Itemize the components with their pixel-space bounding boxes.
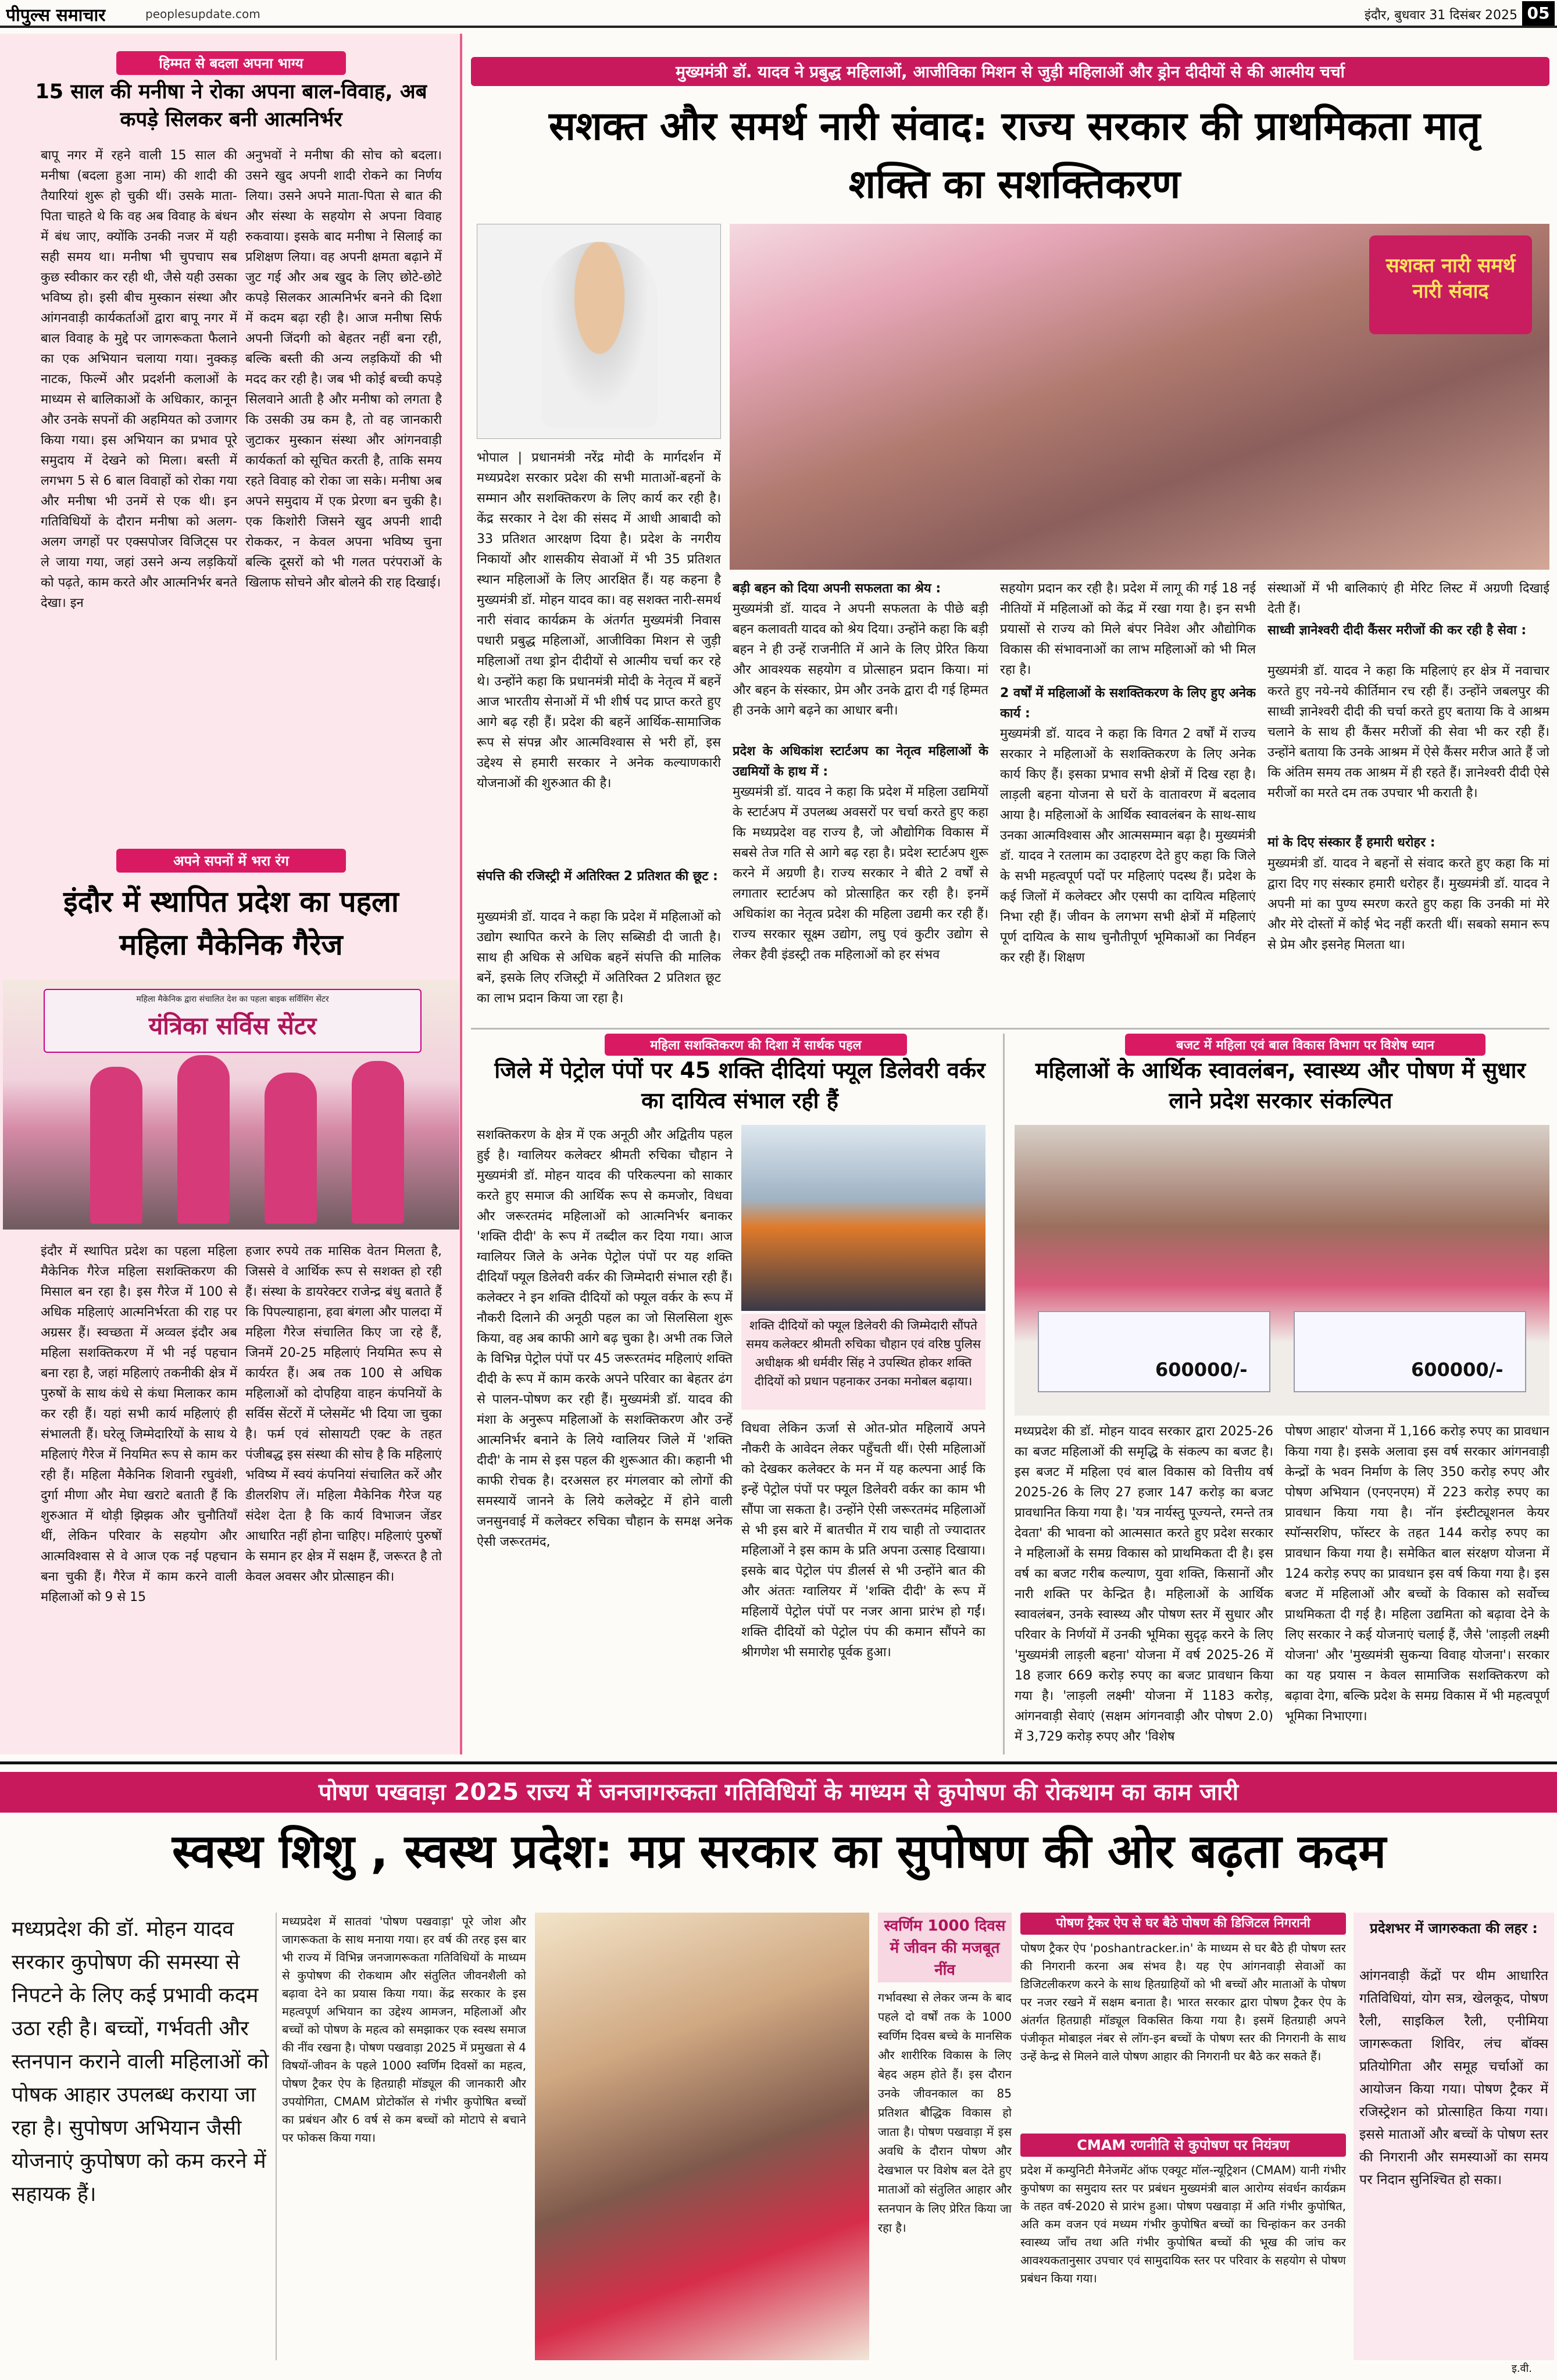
- side-box: [1354, 1913, 1554, 2360]
- lead-col1: भोपाल | प्रधानमंत्री नरेंद्र मोदी के मार्गदर्शन में मध्यप्रदेश सरकार प्रदेश की सभी माताओं-बहनों के सम्मान और सशक्तिकरण के लिए कार्य कर रही है। केंद्र सरकार ने देश की संसद में आधी आबादी को 33 प्रतिशत आरक्षण दिया है। प्रदेश के नगरीय निकायों और शासकीय सेवाओं में भी 35 प्रतिशत स्थान महिलाओं के लिए आरक्षित हैं। यह कहना है मुख्यमंत्री डॉ. मोहन यादव का। वह सशक्त नारी-समर्थ नारी संवाद कार्यक्रम के अंतर्गत मुख्यमंत्री निवास पधारी प्रबुद्ध महिलाओं, आजीविका मिशन से जुड़ी महिलाओं तथा ड्रोन दीदीयों से आत्मीय चर्चा कर रहे थे। उन्होंने कहा कि प्रधानमंत्री मोदी के नेतृत्व में बहनें आज भारतीय सेनाओं में भी शीर्ष पद प्राप्त करते हुए आगे बढ़ रही हैं। प्रदेश की बहनें आर्थिक-सामाजिक रूप से संपन्न और आत्मविश्वास से भरी हों, इस उद्देश्य से हमारी सरकार ने अनेक कल्याणकारी योजनाओं की शुरुआत की है।: [477, 451, 721, 791]
- lead-headline: सशक्त और समर्थ नारी संवाद: राज्य सरकार की प्राथमिकता मातृ शक्ति का सशक्तिकरण: [548, 103, 1481, 208]
- mechanic-figure: [265, 1073, 317, 1224]
- poshan-section-border: [0, 1761, 1557, 1764]
- cmam-text: प्रदेश में कम्युनिटी मैनेजमेंट ऑफ एक्यूट मॉल-न्यूट्रिशन (CMAM) यानी गंभीर कुपोषण का समुदाय स्तर पर प्रबंधन मुख्यमंत्री बाल आरोग्य संवर्धन कार्यक्रम के तहत वर्ष-2020 से प्रारंभ हुआ। पोषण पखवाड़ा में अति गंभीर कुपोषित, अति कम वजन एवं मध्यम गंभीर कुपोषित बच्चों का चिन्हांकन कर उनकी स्वास्थ्य जाँच तथा अति गंभीर कुपोषित बच्चों की भूख की जांच कर आवश्यकतानुसार उपचार एवं सामुदायिक स्तर पर परिवार के सहयोग से पोषण प्रबंधन किया गया।: [1020, 2163, 1346, 2285]
- lead-col3: सहयोग प्रदान कर रही है। प्रदेश में लागू की गई 18 नई नीतियों में महिलाओं को केंद्र में रखा गया है। इन सभी प्रयासों से राज्य को मिले बंपर निवेश और औद्योगिक विकास की संभावनाओं का लाभ महिलाओं को भी मिल रहा है।: [1000, 581, 1256, 677]
- page-number: 05: [1522, 1, 1555, 26]
- story3-col1: सशक्तिकरण के क्षेत्र में एक अनूठी और अद्वितीय पहल हुई है। ग्वालियर कलेक्टर श्रीमती रुचिका चौहान ने मुख्यमंत्री डॉ. मोहन यादव की परिकल्पना को साकार करते हुए समाज की आर्थिक रूप से कमजोर, विधवा और जरूरतमंद महिलाओं को आत्मनिर्भर बनाकर 'शक्ति दीदी' के रूप में तब्दील कर दिया गया। आज ग्वालियर जिले के अनेक पेट्रोल पंपों पर यह शक्ति दीदियाँ फ्यूल डिलेवरी वर्कर की जिम्मेदारी संभाल रही हैं। कलेक्टर ने इन शक्ति दीदियों को फ्यूल वर्कर के रूप में नौकरी दिलाने की अनूठी पहल का जो सिलसिला शुरू किया, वह अब काफी आगे बढ़ चुका है। अभी तक जिले के विभिन्न पेट्रोल पंपों पर 45 जरूरतमंद महिलाएं शक्ति दीदी के रूप में काम करके अपने परिवार का बेहतर ढंग से पालन-पोषण कर रही हैं। मुख्यमंत्री डॉ. यादव की मंशा के अनुरूप महिलाओं के सशक्तिकरण और उन्हें आत्मनिर्भर बनाने के लिये ग्वालियर जिले में 'शक्ति दीदी' के नाम से इस पहल की शुरूआत की। कहानी भी काफी रोचक है। दरअसल हर मंगलवार को लोगों की समस्यायें जानने के लिये कलेक्ट्रेट में होने वाली जनसुनवाई में कलेक्टर रुचिका चौहान के समक्ष अनेक ऐसी जरूरतमंद,: [477, 1128, 733, 1549]
- lead-kicker: मुख्यमंत्री डॉ. यादव ने प्रबुद्ध महिलाओं, आजीविका मिशन से जुड़ी महिलाओं और ड्रोन दीदीयों से की आत्मीय चर्चा: [471, 57, 1549, 86]
- pm-portrait: [541, 242, 658, 428]
- garage-photo: [3, 980, 459, 1230]
- lead-col4-sub: साध्वी ज्ञानेश्वरी दीदी कैंसर मरीजों की कर रही है सेवा :: [1267, 623, 1527, 638]
- tracker-text: पोषण ट्रैकर ऐप 'poshantracker.in' के माध्यम से घर बैठे ही पोषण स्तर की निगरानी करना अब संभव है। यह ऐप आंगनवाड़ी सेवाओं का डिजिटलीकरण करने के साथ हितग्राहियों को भी बच्चों और माताओं के पोषण पर नजर रखने में सक्षम बनाता है। भारत सरकार द्वारा पोषण ट्रैकर ऐप के अंतर्गत हितग्राही मॉड्यूल विकसित किया गया है। इसमें हितग्राही अपने पंजीकृत मोबाइल नंबर से लॉग-इन बच्चों के पोषण स्तर की निगरानी के साथ उन्हें केन्द्र से मिलने वाले पोषण आहार की निगरानी घर बैठे कर सकते हैं।: [1020, 1941, 1346, 2063]
- signature: इ.वी.: [1512, 2363, 1532, 2375]
- event-photo: [730, 224, 1549, 570]
- story2-col2: हजार रुपये तक मासिक वेतन मिलता है, जिससे वे आर्थिक रूप से सशक्त हो रही हैं। संस्था के डायरेक्टर राजेन्द्र बंधु बताते हैं कि पिपल्याहाना, हवा बंगला और पालदा में महिला गैरेज संचालित किए जा रहे हैं, जिनमें 20-25 महिलाएं नियमित रूप से कार्यरत हैं। अब तक 100 से अधिक महिलाओं को दोपहिया वाहन कंपनियों के सर्विस सेंटरों में प्लेसमेंट भी दिया जा चुका है। फर्म एवं सोसायटी एक्ट के तहत पंजीबद्ध इस संस्था की सोच है कि महिलाएं भविष्य में स्वयं कंपनियां संचालित करें और डीलरशिप लें। महिला मैकेनिक गैरेज यह संदेश देता है कि कार्य विभाजन जेंडर आधारित नहीं होना चाहिए। महिलाएं पुरुषों के समान हर क्षेत्र में सक्षम हैं, जरूरत है तो केवल अवसर और प्रोत्साहन की।: [245, 1244, 442, 1584]
- lead-col1-sub: संपत्ति की रजिस्ट्री में अतिरिक्त 2 प्रतिशत की छूट :: [477, 869, 718, 884]
- garage-sign-title: यंत्रिका सर्विस सेंटर: [148, 1012, 317, 1040]
- masthead-website[interactable]: peoplesupdate.com: [145, 7, 260, 21]
- lead-col3-sub: 2 वर्षों में महिलाओं के सशक्तिकरण के लिए हुए अनेक कार्य :: [1000, 686, 1256, 721]
- story1-headline: 15 साल की मनीषा ने रोका अपना बाल-विवाह, अब कपड़े सिलकर बनी आत्मनिर्भर: [35, 80, 427, 131]
- masthead-logo: पीपुल्स समाचार: [6, 5, 106, 26]
- cmam-title: CMAM रणनीति से कुपोषण पर नियंत्रण: [1020, 2134, 1346, 2157]
- story4-col1: मध्यप्रदेश की डॉ. मोहन यादव सरकार द्वारा 2025-26 का बजट महिलाओं की समृद्धि के संकल्प का बजट है। इस बजट में महिला एवं बाल विकास को वित्तीय वर्ष 2025-26 के लिए 27 हजार 147 करोड़ का बजट प्रावधानित किया गया है। 'यत्र नार्यस्तु पूज्यन्ते, रमन्ते तत्र देवता' की भावना को आत्मसात करते हुए प्रदेश सरकार ने महिलाओं के समग्र विकास को प्राथमिकता दी है। इस वर्ष का बजट गरीब कल्याण, युवा शक्ति, किसानों और नारी शक्ति पर केन्द्रित है। महिलाओं के आर्थिक स्वावलंबन, उनके स्वास्थ्य और पोषण स्तर में सुधार और परिवार के निर्णयों में उनकी भूमिका सुदृढ़ करने के लिए 'मुख्यमंत्री लाड़ली बहना' योजना में वर्ष 2025-26 में 18 हजार 669 करोड़ रुपए का बजट प्रावधान किया गया है। 'लाड़ली लक्ष्मी' योजना में 1183 करोड़, आंगनवाड़ी सेवाएं (सक्षम आंगनवाड़ी और पोषण 2.0) में 3,729 करोड़ रुपए और 'विशेष: [1015, 1424, 1273, 1744]
- story4-headline: महिलाओं के आर्थिक स्वावलंबन, स्वास्थ्य और पोषण में सुधार लाने प्रदेश सरकार संकल्पित: [1035, 1057, 1526, 1113]
- story2-col1: इंदौर में स्थापित प्रदेश का पहला महिला मैकेनिक गैरेज महिला सशक्तिकरण की मिसाल बन रहा है। इस गैरेज में 100 से अधिक महिलाएं आत्मनिर्भरता की राह पर अग्रसर हैं। स्वच्छता में अव्वल इंदौर अब महिला सशक्तिकरण में भी नई पहचान बना रहा है, जहां महिलाएं तकनीकी क्षेत्र में पुरुषों के साथ कंधे से कंधा मिलाकर काम कर रही हैं। यहां सभी कार्य महिलाएं ही संभालती हैं। घरेलू जिम्मेदारियों के साथ ये महिलाएं गैरेज में नियमित रूप से काम कर रही हैं। महिला मैकेनिक शिवानी रघुवंशी, दुर्गा मीणा और मेघा खराटे बताती हैं कि शुरुआत में थोड़ी झिझक और चुनौतियाँ थीं, लेकिन परिवार के सहयोग और आत्मविश्वास से वे आज एक नई पहचान बना चुकी हैं। गैरेज में काम करने वाली महिलाओं को 9 से 15: [41, 1244, 237, 1604]
- story1-col2: अनुभवों ने मनीषा की सोच को बदला। उसने खुद अपनी शादी रोकने का निर्णय लिया। उसने अपने माता-पिता से बात की और संस्था के सहयोग से अपना विवाह रुकवाया। इसके बाद मनीषा ने सिलाई का प्रशिक्षण लिया। वह अपनी क्षमता बढ़ाने में जुट गई और अब खुद के लिए छोटे-छोटे कपड़े सिलकर आत्मनिर्भर बनने की दिशा में कदम बढ़ा रही है। आज मनीषा सिर्फ अपनी जिंदगी को बेहतर नहीं बना रही, बल्कि बस्ती की अन्य लड़कियों की भी मदद कर रही है। जब भी कोई बच्ची कपड़े सिलवाने आती है और मनीषा को लगता है कि उसकी उम्र कम है, तो वह जानकारी जुटाकर मुस्कान संस्था और आंगनवाड़ी कार्यकर्ता को सूचित करती है, ताकि समय रहते विवाह को रोका जा सके। मनीषा अब अपने समुदाय में एक प्रेरणा बन चुकी है। एक किशोरी जिसने खुद अपनी शादी रोककर, न केवल अपना भविष्य चुना बल्कि दूसरों को भी गलत परंपराओं के खिलाफ सोचने और बोलने की राह दिखाई।: [245, 148, 442, 590]
- divider: [471, 1028, 1549, 1030]
- mechanic-figure: [90, 1067, 142, 1224]
- cheque: [1038, 1311, 1270, 1392]
- lead-col2: मुख्यमंत्री डॉ. यादव ने अपनी सफलता के पीछे बड़ी बहन कलावती यादव को श्रेय दिया। उन्होंने कहा कि बड़ी बहन ने ही उन्हें राजनीति में आने के लिए प्रेरित किया और आवश्यक सहयोग व प्रोत्साहन प्रदान किया। मां और बहन के संस्कार, प्रेम और उनके द्वारा दी गई हिम्मत ही उनके आगे बढ़ने का आधार बनी।: [733, 602, 988, 718]
- story2-headline: इंदौर में स्थापित प्रदेश का पहला महिला मैकेनिक गैरेज: [63, 885, 399, 962]
- cheque-photo: [1015, 1125, 1549, 1416]
- lead-col4-sub2: मां के दिए संस्कार हैं हमारी धरोहर :: [1267, 835, 1435, 850]
- lead-col4: संस्थाओं में भी बालिकाएं ही मेरिट लिस्ट में अग्रणी दिखाई देती हैं।: [1267, 581, 1549, 616]
- shakti-didi-photo: [741, 1125, 985, 1311]
- story4-kicker: बजट में महिला एवं बाल विकास विभाग पर विशेष ध्यान: [1125, 1034, 1485, 1056]
- pm-photo: [477, 224, 721, 439]
- mechanic-figure: [177, 1055, 230, 1224]
- lead-col1-end: मुख्यमंत्री डॉ. यादव ने कहा कि प्रदेश में महिलाओं को उद्योग स्थापित करने के लिए सब्सिडी दी जाती है। साथ ही अधिक से अधिक बहनें संपत्ति की मालिक बनें, इसके लिए रजिस्ट्री में अतिरिक्त 2 प्रतिशत छूट का लाभ प्रदान किया जा रहा है।: [477, 910, 721, 1006]
- story5-col1: मध्यप्रदेश में सातवां 'पोषण पखवाड़ा' पूरे जोश और जागरूकता के साथ मनाया गया। हर वर्ष की तरह इस बार भी राज्य में विभिन्न जनजागरूकता गतिविधियों के माध्यम से कुपोषण की रोकथाम और संतुलित जीवनशैली को बढ़ावा देने का प्रयास किया गया। केंद्र सरकार के इस महत्वपूर्ण अभियान का उद्देश्य आमजन, महिलाओं और बच्चों को पोषण के महत्व को समझाकर एक स्वस्थ समाज की नींव रखना है। पोषण पखवाड़ा 2025 में प्रमुखता से 4 विषयों-जीवन के पहले 1000 स्वर्णिम दिवसों का महत्व, पोषण ट्रैकर ऐप के हितग्राही मॉड्यूल की जानकारी और उपयोगिता, CMAM प्रोटोकॉल से गंभीर कुपोषित बच्चों का प्रबंधन और 6 वर्ष से कम बच्चों को मोटापे से बचाने पर फोकस किया गया।: [282, 1914, 526, 2145]
- divider: [1003, 1034, 1005, 1754]
- lead-col2-sub: बड़ी बहन को दिया अपनी सफलता का श्रेय :: [733, 581, 941, 596]
- child-photo: [535, 1913, 869, 2360]
- lead-col2-end: मुख्यमंत्री डॉ. यादव ने कहा कि प्रदेश में महिला उद्यमियों के स्टार्टअप में उपलब्ध अवसरों पर चर्चा करते हुए कहा कि मध्यप्रदेश वह राज्य है, जो औद्योगिक विकास में सबसे तेज गति से आगे बढ़ रहा है। प्रदेश स्टार्टअप शुरू करने में अग्रणी है। राज्य सरकार ने बीते 2 वर्षों से लगातार स्टार्टअप को प्रोत्साहित कर रही है। इनमें अधिकांश का नेतृत्व प्रदेश की महिला उद्यमी कर रही हैं। राज्य सरकार सूक्ष्म उद्योग, लघु एवं कुटीर उद्योग से लेकर हैवी इंडस्ट्री तक महिलाओं को हर संभव: [733, 785, 988, 962]
- lead-col3-end: मुख्यमंत्री डॉ. यादव ने कहा कि विगत 2 वर्षों में राज्य सरकार ने महिलाओं के सशक्तिकरण के लिए अनेक कार्य किए हैं। इसका प्रभाव सभी क्षेत्रों में दिख रहा है। लाड़ली बहना योजना से घरों के वातावरण में बदलाव आया है। महिलाओं के आर्थिक स्वावलंबन के साथ-साथ उनका आत्मविश्वास और आत्मसम्मान बढ़ा है। मुख्यमंत्री डॉ. यादव ने रतलाम का उदाहरण देते हुए कहा कि जिले के सभी महत्वपूर्ण पदों पर महिलाएं पदस्थ हैं। प्रदेश के कई जिलों में कलेक्टर और एसपी का दायित्व महिलाएं निभा रही हैं। जीवन के लगभग सभी क्षेत्रों में महिलाएं पूर्ण दायित्व के साथ चुनौतीपूर्ण भूमिकाओं का निर्वहन कर रही हैं। शिक्षण: [1000, 727, 1256, 965]
- story5-intro: मध्यप्रदेश की डॉ. मोहन यादव सरकार कुपोषण की समस्या से निपटने के लिए कई प्रभावी कदम उठा रही है। बच्चों, गर्भवती और स्तनपान कराने वाली महिलाओं को पोषक आहार उपलब्ध कराया जा रहा है। सुपोषण अभियान जैसी योजनाएं कुपोषण को कम करने में सहायक हैं।: [12, 1917, 269, 2206]
- cheque-amount: 600000/-: [1155, 1359, 1248, 1381]
- divider: [276, 1913, 277, 2360]
- story5-kicker: पोषण पखवाड़ा 2025 राज्य में जनजागरुकता गतिविधियों के माध्यम से कुपोषण की रोकथाम का काम जारी: [0, 1772, 1557, 1813]
- story3-kicker: महिला सशक्तिकरण की दिशा में सार्थक पहल: [605, 1034, 907, 1056]
- garage-sign-top: महिला मैकेनिक द्वारा संचालित देश का पहला बाइक सर्विसिंग सेंटर: [136, 995, 329, 1004]
- event-banner-text: सशक्त नारी समर्थ नारी संवाद: [1385, 254, 1516, 303]
- mechanic-figure: [352, 1061, 404, 1224]
- side-text: आंगनवाड़ी केंद्रों पर थीम आधारित गतिविधियां, योग सत्र, खेलकूद, पोषण रैली, साइकिल रैली, एनीमिया जागरूकता शिविर, लंच बॉक्स प्रतियोगिता और समूह चर्चाओं का आयोजन किया गया। पोषण ट्रैकर में रजिस्ट्रेशन को प्रोत्साहित किया गया। इससे माताओं और बच्चों के पोषण स्तर की निगरानी और समस्याओं का समय पर निदान सुनिश्चित हो सका।: [1359, 1968, 1548, 2188]
- story3-col2: विधवा लेकिन ऊर्जा से ओत-प्रोत महिलायें अपने नौकरी के आवेदन लेकर पहुँचती थीं। ऐसी महिलाओं को देखकर कलेक्टर के मन में यह कल्पना आई कि इन्हें पेट्रोल पंपों पर फ्यूल डिलेवरी वर्कर का काम भी सौंपा जा सकता है। उन्होंने ऐसी जरूरतमंद महिलाओं से भी इस बारे में बातचीत में राय चाही तो ज्यादातर महिलाओं ने इस काम के प्रति अपना उत्साह दिखाया। इसके बाद पेट्रोल पंप डीलर्स से भी उन्होंने बात की और अंततः ग्वालियर में 'शक्ति दीदी' के रूप में महिलायें पेट्रोल पंपों पर नजर आना प्रारंभ हो गईं। शक्ति दीदियों को पेट्रोल पंप की कमान सौंपने का श्रीगणेश भी समारोह पूर्वक हुआ।: [741, 1421, 985, 1660]
- masthead: [0, 0, 1557, 28]
- garage-sign: [44, 989, 422, 1053]
- side-title: प्रदेशभर में जागरुकता की लहर :: [1370, 1920, 1538, 1936]
- event-banner: [1369, 235, 1532, 334]
- story2-kicker: अपने सपनों में भरा रंग: [116, 849, 346, 873]
- dateline: इंदौर, बुधवार 31 दिसंबर 2025: [1365, 8, 1517, 23]
- story1-kicker: हिम्मत से बदला अपना भाग्य: [116, 51, 346, 75]
- golden-box: [878, 1913, 1012, 2360]
- tracker-title: पोषण ट्रैकर ऐप से घर बैठे पोषण की डिजिटल निगरानी: [1020, 1913, 1346, 1935]
- shakti-didi-caption: शक्ति दीदियों को फ्यूल डिलेवरी की जिम्मेदारी सौंपते समय कलेक्टर श्रीमती रुचिका चौहान एवं वरिष्ठ पुलिस अधीक्षक श्री धर्मवीर सिंह ने उपस्थित होकर शक्ति दीदियों को प्रधान पहनाकर उनका मनोबल बढ़ाया।: [741, 1314, 985, 1410]
- lead-col4-mid: मुख्यमंत्री डॉ. यादव ने कहा कि महिलाएं हर क्षेत्र में नवाचार करते हुए नये-नये कीर्तिमान रच रही हैं। उन्होंने जबलपुर की साध्वी ज्ञानेश्वरी दीदी की चर्चा करते हुए बताया कि वे आश्रम चलाने के साथ ही कैंसर मरीजों की सेवा भी कर रही हैं। उन्होंने बताया कि उनके आश्रम में ऐसे कैंसर मरीज आते हैं जो कि अंतिम समय तक आश्रम में ही रहते हैं। ज्ञानेश्वरी दीदी ऐसे मरीजों का मरते दम तक उपचार भी कराती है।: [1267, 664, 1549, 801]
- story3-headline: जिले में पेट्रोल पंपों पर 45 शक्ति दीदियां फ्यूल डिलेवरी वर्कर का दायित्व संभाल रही हैं: [494, 1057, 985, 1113]
- lead-col2-sub2: प्रदेश के अधिकांश स्टार्टअप का नेतृत्व महिलाओं के उद्यमियों के हाथ में :: [733, 744, 988, 779]
- story5-headline: स्वस्थ शिशु , स्वस्थ प्रदेश: मप्र सरकार का सुपोषण की ओर बढ़ता कदम: [172, 1824, 1387, 1878]
- cheque-amount: 600000/-: [1411, 1359, 1504, 1381]
- story1-col1: बापू नगर में रहने वाली 15 साल की मनीषा (बदला हुआ नाम) की शादी की तैयारियां शुरू हो चुकी थीं। उसके माता-पिता चाहते थे कि वह अब विवाह के बंधन में बंध जाए, क्योंकि उनकी नजर में यही सही समय था। मनीषा भी चुपचाप सब कुछ स्वीकार कर रही थी, जैसे यही उसका भविष्य हो। इसी बीच मुस्कान संस्था और आंगनवाड़ी कार्यकर्ताओं द्वारा बापू नगर में बाल विवाह के मुद्दे पर जागरूकता फैलाने का एक अभियान चलाया गया। नुक्कड़ नाटक, फिल्में और प्रदर्शनी कलाओं के माध्यम से बालिकाओं के अधिकार, कानून और उनके सपनों की अहमियत को उजागर किया गया। इस अभियान का प्रभाव पूरे समुदाय में देखने को मिला। बस्ती में लगभग 5 से 6 बाल विवाहों को रोका गया और मनीषा भी उनमें से एक थी। इन गतिविधियों के दौरान मनीषा को अलग-अलग जगहों पर एक्सपोजर विजिट्स पर ले जाया गया, जहां उसने अन्य लड़कियों को पढ़ते, काम करते और आत्मनिर्भर बनते देखा। इन: [41, 148, 237, 610]
- cheque: [1294, 1311, 1526, 1392]
- story4-col2: पोषण आहार' योजना में 1,166 करोड़ रुपए का प्रावधान किया गया है। इसके अलावा इस वर्ष सरकार आंगनवाड़ी केन्द्रों के भवन निर्माण के लिए 350 करोड़ रुपए और पोषण अभियान (एनएनएम) में 223 करोड़ रुपए का प्रावधान किया गया है। नॉन इंस्टीट्यूशनल केयर स्पॉन्सरशिप, फॉस्टर के तहत 144 करोड़ रुपए का प्रावधान किया गया है। समेकित बाल संरक्षण योजना में 124 करोड़ रुपए का प्रावधान इस वर्ष किया गया है। इस बजट में महिलाओं और बच्चों के विकास को सर्वोच्च प्राथमिकता दी गई है। महिला उद्यमिता को बढ़ावा देने के लिए सरकार ने कई योजनाएं चलाई हैं, जैसे 'लाड़ली लक्ष्मी योजना' और 'मुख्यमंत्री सुकन्या विवाह योजना'। सरकार का यह प्रयास न केवल सामाजिक सशक्तिकरण को बढ़ावा देगा, बल्कि प्रदेश के समग्र विकास में भी महत्वपूर्ण भूमिका निभाएगा।: [1285, 1424, 1549, 1724]
- lead-col4-end: मुख्यमंत्री डॉ. यादव ने बहनों से संवाद करते हुए कहा कि मां द्वारा दिए गए संस्कार हमारी धरोहर हैं। मुख्यमंत्री डॉ. यादव ने अपनी मां का पुण्य स्मरण करते हुए कहा कि उनकी मां मेरे और मेरे दोस्तों में कोई भेद नहीं करती थीं। सबको समान रूप से प्रेम और इसनेह मिलता था।: [1267, 856, 1549, 952]
- golden-box-title: स्वर्णिम 1000 दिवस में जीवन की मजबूत नींव: [878, 1913, 1012, 1982]
- golden-box-text: गर्भावस्था से लेकर जन्म के बाद पहले दो वर्षों तक के 1000 स्वर्णिम दिवस बच्चे के मानसिक और शारीरिक विकास के लिए बेहद अहम होते हैं। इस दौरान उनके जीवनकाल का 85 प्रतिशत बौद्धिक विकास हो जाता है। पोषण पखवाड़ा में इस अवधि के दौरान पोषण और देखभाल पर विशेष बल देते हुए माताओं को संतुलित आहार और स्तनपान के लिए प्रेरित किया जा रहा है।: [878, 1991, 1012, 2235]
